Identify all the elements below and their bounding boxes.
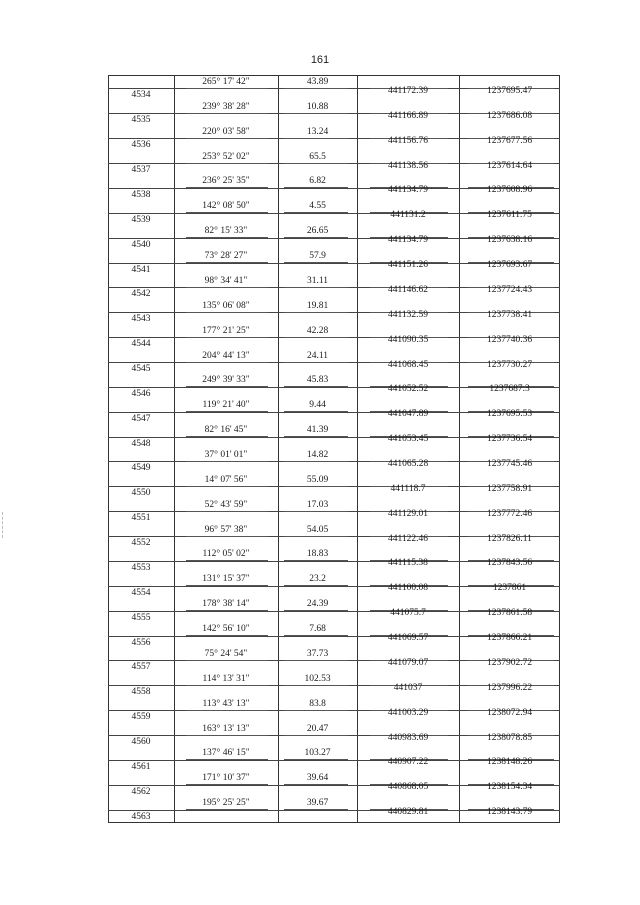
distance-underline bbox=[284, 436, 348, 437]
bearing-cell: 163° 13' 13" bbox=[202, 724, 250, 734]
distance-underline bbox=[284, 511, 348, 512]
x-coordinate-cell: 441146.62 bbox=[387, 285, 429, 295]
point-id-cell: 4547 bbox=[131, 414, 151, 424]
distance-underline bbox=[284, 610, 348, 611]
x-coordinate-cell: 441115.38 bbox=[388, 558, 428, 568]
x-coordinate-cell: 441131.2 bbox=[390, 210, 426, 220]
distance-cell: 31.11 bbox=[306, 276, 329, 286]
bearing-cell: 113° 43' 13" bbox=[202, 699, 250, 709]
x-coordinate-cell: 441138.56 bbox=[387, 161, 429, 171]
y-coordinate-cell: 1237861 bbox=[492, 583, 527, 593]
distance-underline bbox=[284, 784, 348, 785]
bearing-cell: 82° 15' 33" bbox=[204, 226, 248, 236]
distance-cell: 9.44 bbox=[309, 400, 326, 410]
x-coordinate-cell: 441134.79 bbox=[387, 235, 429, 245]
y-coordinate-cell: 1237687.3 bbox=[489, 384, 530, 394]
bearing-cell: 236° 25' 35" bbox=[202, 176, 250, 186]
distance-cell: 20.47 bbox=[306, 724, 329, 734]
bearing-cell: 98° 34' 41" bbox=[204, 276, 248, 286]
distance-cell: 14.82 bbox=[306, 450, 329, 460]
x-coordinate-cell: 441166.89 bbox=[387, 111, 429, 121]
y-coordinate-cell: 1237608.96 bbox=[486, 185, 533, 195]
point-id-cell: 4560 bbox=[131, 737, 151, 747]
bearing-underline bbox=[186, 138, 268, 139]
distance-underline bbox=[284, 113, 348, 114]
point-id-cell: 4550 bbox=[131, 488, 151, 498]
bearing-cell: 73° 28' 27" bbox=[204, 251, 248, 261]
bearing-underline bbox=[186, 436, 268, 437]
bearing-cell: 112° 05' 02" bbox=[202, 549, 250, 559]
y-coordinate-cell: 1238072.94 bbox=[486, 708, 533, 718]
y-coordinate-cell: 1237758.91 bbox=[486, 484, 533, 494]
distance-underline bbox=[284, 759, 348, 760]
distance-cell: 13.24 bbox=[306, 127, 329, 137]
distance-underline bbox=[284, 635, 348, 636]
point-id-cell: 4549 bbox=[131, 463, 151, 473]
point-id-cell: 4541 bbox=[131, 265, 151, 275]
bearing-underline bbox=[186, 610, 268, 611]
distance-underline bbox=[284, 585, 348, 586]
distance-underline bbox=[284, 486, 348, 487]
coordinate-table bbox=[108, 75, 560, 823]
x-coordinate-cell: 441047.89 bbox=[387, 409, 429, 419]
y-coordinate-cell: 1237724.43 bbox=[486, 285, 533, 295]
bearing-underline bbox=[186, 163, 268, 164]
y-coordinate-cell: 1238143.79 bbox=[486, 807, 533, 817]
point-id-cell: 4540 bbox=[131, 240, 151, 250]
x-coordinate-cell: 441003.29 bbox=[387, 708, 429, 718]
bearing-cell: 249° 39' 33" bbox=[202, 375, 250, 385]
x-coordinate-cell: 441122.46 bbox=[387, 534, 429, 544]
distance-cell: 39.64 bbox=[306, 773, 329, 783]
y-coordinate-cell: 1237686.08 bbox=[486, 111, 533, 121]
x-coordinate-cell: 441068.45 bbox=[387, 360, 429, 370]
y-coordinate-cell: 1237695.53 bbox=[486, 409, 533, 419]
distance-cell: 10.88 bbox=[306, 102, 329, 112]
bearing-underline bbox=[186, 710, 268, 711]
y-coordinate-cell: 1237843.56 bbox=[486, 558, 533, 568]
distance-underline bbox=[284, 536, 348, 537]
bearing-underline bbox=[186, 560, 268, 561]
y-coordinate-cell: 1237861.58 bbox=[486, 608, 533, 618]
y-coordinate-cell: 1237772.46 bbox=[486, 509, 533, 519]
x-coordinate-cell: 440907.22 bbox=[387, 757, 429, 767]
distance-cell: 17.03 bbox=[306, 500, 329, 510]
x-coordinate-cell: 441090.35 bbox=[387, 335, 429, 345]
y-coordinate-cell: 1237693.67 bbox=[486, 260, 533, 270]
distance-cell: 23.2 bbox=[309, 574, 326, 584]
point-id-cell: 4545 bbox=[131, 364, 151, 374]
distance-underline bbox=[284, 411, 348, 412]
distance-cell: 18.83 bbox=[306, 549, 329, 559]
point-id-cell: 4559 bbox=[131, 712, 151, 722]
distance-underline bbox=[284, 660, 348, 661]
bearing-underline bbox=[186, 461, 268, 462]
bearing-underline bbox=[186, 88, 268, 89]
distance-cell: 43.89 bbox=[306, 77, 329, 87]
bearing-underline bbox=[186, 784, 268, 785]
x-coordinate-cell: 441075.7 bbox=[390, 608, 426, 618]
x-coordinate-cell: 441151.26 bbox=[387, 260, 429, 270]
distance-underline bbox=[284, 187, 348, 188]
distance-cell: 57.9 bbox=[309, 251, 326, 261]
y-coordinate-cell: 1237695.47 bbox=[486, 86, 533, 96]
point-id-cell: 4551 bbox=[131, 513, 151, 523]
x-coordinate-cell: 440868.05 bbox=[387, 782, 429, 792]
bearing-underline bbox=[186, 337, 268, 338]
bearing-underline bbox=[186, 486, 268, 487]
bearing-cell: 119° 21' 40" bbox=[202, 400, 250, 410]
x-coordinate-cell: 441053.45 bbox=[387, 434, 429, 444]
bearing-cell: 239° 38' 28" bbox=[202, 102, 250, 112]
x-coordinate-cell: 440983.69 bbox=[387, 733, 429, 743]
bearing-underline bbox=[186, 809, 268, 810]
bearing-cell: 52° 43' 59" bbox=[204, 500, 248, 510]
point-id-cell: 4552 bbox=[131, 538, 151, 548]
bearing-underline bbox=[186, 511, 268, 512]
bearing-cell: 75° 24' 54" bbox=[204, 649, 248, 659]
distance-underline bbox=[284, 735, 348, 736]
point-id-cell: 4558 bbox=[131, 687, 151, 697]
distance-cell: 103.27 bbox=[304, 748, 331, 758]
point-id-cell: 4556 bbox=[131, 638, 151, 648]
point-id-cell: 4534 bbox=[131, 90, 151, 100]
point-id-cell: 4561 bbox=[131, 762, 151, 772]
point-id-cell: 4543 bbox=[131, 314, 151, 324]
bearing-underline bbox=[186, 635, 268, 636]
y-coordinate-cell: 1237738.41 bbox=[486, 310, 533, 320]
bearing-cell: 96° 57' 38" bbox=[204, 525, 248, 535]
bearing-underline bbox=[186, 237, 268, 238]
y-coordinate-cell: 1238154.34 bbox=[486, 782, 533, 792]
bearing-cell: 114° 13' 31" bbox=[202, 674, 250, 684]
distance-cell: 7.68 bbox=[309, 624, 326, 634]
distance-cell: 39.67 bbox=[306, 798, 329, 808]
point-id-cell: 4557 bbox=[131, 662, 151, 672]
distance-underline bbox=[284, 386, 348, 387]
distance-underline bbox=[284, 560, 348, 561]
distance-underline bbox=[284, 710, 348, 711]
distance-cell: 42.28 bbox=[306, 326, 329, 336]
y-coordinate-cell: 1237826.11 bbox=[487, 534, 532, 544]
x-coordinate-cell: 441134.79 bbox=[387, 185, 429, 195]
bearing-underline bbox=[186, 735, 268, 736]
distance-underline bbox=[284, 212, 348, 213]
x-coordinate-cell: 441156.76 bbox=[387, 136, 429, 146]
distance-cell: 45.83 bbox=[306, 375, 329, 385]
point-id-cell: 4554 bbox=[131, 588, 151, 598]
y-coordinate-cell: 1237677.56 bbox=[486, 136, 533, 146]
y-coordinate-cell: 1237996.22 bbox=[486, 683, 533, 693]
y-coordinate-cell: 1238078.85 bbox=[486, 733, 533, 743]
bearing-cell: 14° 07' 56" bbox=[204, 475, 248, 485]
distance-cell: 4.55 bbox=[309, 201, 326, 211]
bearing-cell: 171° 10' 37" bbox=[202, 773, 250, 783]
x-coordinate-cell: 441132.59 bbox=[387, 310, 429, 320]
distance-cell: 41.39 bbox=[306, 425, 329, 435]
distance-underline bbox=[284, 337, 348, 338]
bearing-cell: 195° 25' 25" bbox=[202, 798, 250, 808]
bearing-cell: 178° 38' 14" bbox=[202, 599, 250, 609]
x-coordinate-cell: 441100.08 bbox=[387, 583, 429, 593]
bearing-underline bbox=[186, 685, 268, 686]
point-id-cell: 4537 bbox=[131, 165, 151, 175]
y-coordinate-cell: 1237611.75 bbox=[487, 210, 532, 220]
point-id-cell: 4536 bbox=[131, 140, 151, 150]
y-coordinate-cell: 1237902.72 bbox=[486, 658, 533, 668]
x-coordinate-cell: 441079.07 bbox=[387, 658, 429, 668]
bearing-cell: 135° 06' 08" bbox=[202, 301, 250, 311]
x-coordinate-cell: 441069.57 bbox=[387, 633, 429, 643]
distance-underline bbox=[284, 809, 348, 810]
distance-underline bbox=[284, 362, 348, 363]
bearing-cell: 37° 01' 01" bbox=[204, 450, 248, 460]
distance-underline bbox=[284, 262, 348, 263]
bearing-cell: 204° 44' 13" bbox=[202, 351, 250, 361]
distance-cell: 24.11 bbox=[306, 351, 329, 361]
bearing-underline bbox=[186, 362, 268, 363]
bearing-cell: 131° 15' 37" bbox=[202, 574, 250, 584]
x-coordinate-cell: 441172.39 bbox=[387, 86, 429, 96]
bearing-underline bbox=[186, 411, 268, 412]
distance-cell: 19.81 bbox=[306, 301, 329, 311]
distance-cell: 24.39 bbox=[306, 599, 329, 609]
bearing-underline bbox=[186, 187, 268, 188]
page-number: 161 bbox=[310, 54, 330, 66]
bearing-underline bbox=[186, 386, 268, 387]
distance-cell: 65.5 bbox=[309, 152, 326, 162]
x-coordinate-cell: 441037 bbox=[393, 683, 423, 693]
point-id-cell: 4562 bbox=[131, 787, 151, 797]
x-coordinate-cell: 441118.7 bbox=[390, 484, 426, 494]
x-coordinate-cell: 440829.81 bbox=[387, 807, 429, 817]
point-id-cell: 4546 bbox=[131, 389, 151, 399]
point-id-cell: 4548 bbox=[131, 439, 151, 449]
y-coordinate-cell: 1237614.64 bbox=[486, 161, 533, 171]
bearing-underline bbox=[186, 113, 268, 114]
x-coordinate-cell: 441052.52 bbox=[387, 384, 429, 394]
distance-underline bbox=[284, 138, 348, 139]
distance-cell: 37.73 bbox=[306, 649, 329, 659]
distance-underline bbox=[284, 163, 348, 164]
distance-underline bbox=[284, 237, 348, 238]
bearing-underline bbox=[186, 312, 268, 313]
bearing-cell: 177° 21' 25" bbox=[202, 326, 250, 336]
distance-cell: 26.65 bbox=[306, 226, 329, 236]
bearing-cell: 265° 17' 42" bbox=[202, 77, 250, 87]
point-id-cell: 4539 bbox=[131, 215, 151, 225]
margin-mark bbox=[2, 512, 4, 538]
y-coordinate-cell: 1237730.27 bbox=[486, 360, 533, 370]
bearing-underline bbox=[186, 262, 268, 263]
bearing-underline bbox=[186, 660, 268, 661]
point-id-cell: 4535 bbox=[131, 115, 151, 125]
y-coordinate-cell: 1238148.26 bbox=[486, 757, 533, 767]
bearing-cell: 220° 03' 58" bbox=[202, 127, 250, 137]
point-id-cell: 4544 bbox=[131, 339, 151, 349]
y-coordinate-cell: 1237638.16 bbox=[486, 235, 533, 245]
distance-cell: 83.8 bbox=[309, 699, 326, 709]
bearing-cell: 142° 56' 10" bbox=[202, 624, 250, 634]
bearing-cell: 82° 16' 45" bbox=[204, 425, 248, 435]
point-id-cell: 4538 bbox=[131, 190, 151, 200]
bearing-cell: 137° 46' 15" bbox=[202, 748, 250, 758]
distance-underline bbox=[284, 312, 348, 313]
y-coordinate-cell: 1237745.46 bbox=[486, 459, 533, 469]
x-coordinate-cell: 441065.28 bbox=[387, 459, 429, 469]
bearing-underline bbox=[186, 287, 268, 288]
distance-cell: 6.82 bbox=[309, 176, 326, 186]
distance-underline bbox=[284, 287, 348, 288]
y-coordinate-cell: 1237866.21 bbox=[486, 633, 533, 643]
point-id-cell: 4553 bbox=[131, 563, 151, 573]
point-id-cell: 4542 bbox=[131, 289, 151, 299]
point-id-cell: 4555 bbox=[131, 613, 151, 623]
distance-underline bbox=[284, 461, 348, 462]
distance-cell: 102.53 bbox=[304, 674, 331, 684]
y-coordinate-cell: 1237736.54 bbox=[486, 434, 533, 444]
distance-underline bbox=[284, 88, 348, 89]
point-id-cell: 4563 bbox=[131, 812, 151, 822]
distance-underline bbox=[284, 685, 348, 686]
bearing-cell: 142° 08' 50" bbox=[202, 201, 250, 211]
bearing-underline bbox=[186, 536, 268, 537]
x-coordinate-cell: 441129.01 bbox=[387, 509, 429, 519]
distance-cell: 54.05 bbox=[306, 525, 329, 535]
bearing-cell: 253° 52' 02" bbox=[202, 152, 250, 162]
y-coordinate-cell: 1237740.36 bbox=[486, 335, 533, 345]
bearing-underline bbox=[186, 759, 268, 760]
bearing-underline bbox=[186, 585, 268, 586]
bearing-underline bbox=[186, 212, 268, 213]
distance-cell: 55.09 bbox=[306, 475, 329, 485]
